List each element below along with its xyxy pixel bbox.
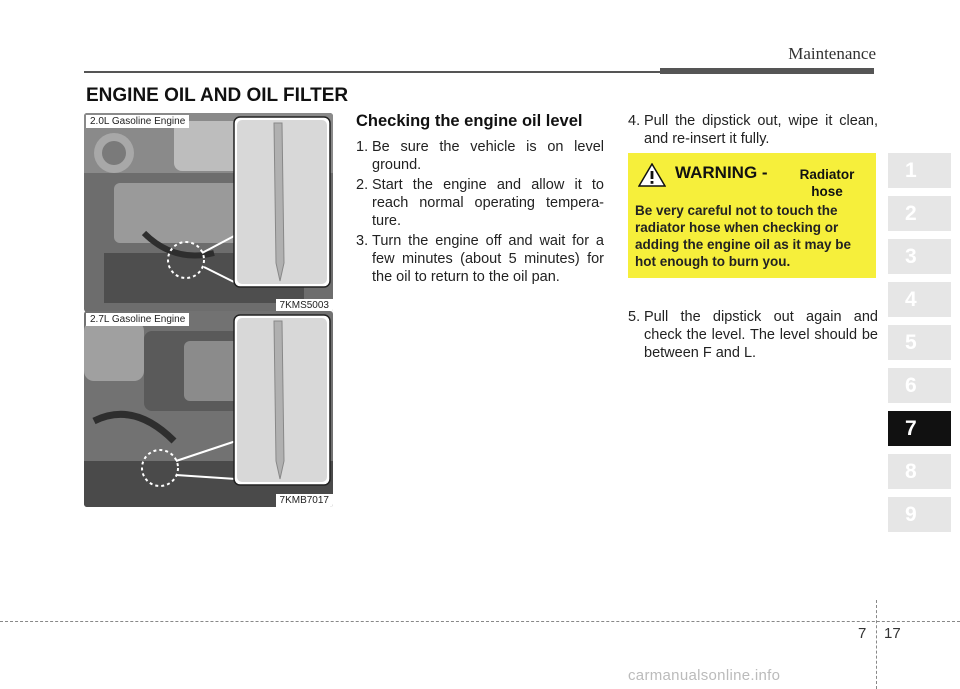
step-number: 5.: [628, 309, 641, 325]
step-text: Turn the engine off and wait for a few minutes (about 5 minutes) for the oil to return to the oil pan.: [372, 233, 604, 285]
watermark: carmanualsonline.info: [628, 667, 781, 684]
chapter-tabs: [888, 153, 951, 540]
figure-label: 2.7L Gasoline Engine: [86, 313, 189, 326]
warning-subject: Radiator hose: [799, 167, 855, 199]
warning-word: WARNING -: [675, 163, 768, 182]
chapter-tab-3[interactable]: 3: [888, 239, 951, 274]
chapter-tab-4[interactable]: 4: [888, 282, 951, 317]
chapter-tab-7[interactable]: 7: [888, 411, 951, 446]
engine-2-7l-illustration: [84, 311, 333, 507]
step-4: [628, 112, 878, 148]
step-text: Start the engine and allow it to reach normal operating tempera-ture.: [372, 177, 604, 229]
step-5: [628, 308, 878, 362]
chapter-tab-5[interactable]: 5: [888, 325, 951, 360]
warning-box: [628, 153, 876, 278]
header-title: Maintenance: [788, 44, 876, 63]
chapter-tab-2[interactable]: 2: [888, 196, 951, 231]
step-number: 1.: [356, 139, 369, 155]
warning-body: Be very careful not to touch the radiator hose when checking or adding the engine oil as it may be hot enough to burn you.: [635, 203, 852, 269]
engine-figure-2-0l: [84, 113, 333, 312]
footer-rule: [0, 621, 960, 622]
footer-chapter-number: 7: [858, 625, 867, 642]
chapter-tab-8[interactable]: 8: [888, 454, 951, 489]
warning-triangle-icon: [638, 163, 666, 187]
engine-2-0l-illustration: [84, 113, 333, 312]
figure-code: 7KMB7017: [276, 494, 333, 507]
step-1: [356, 138, 604, 174]
step-text: Pull the dipstick out, wipe it clean, and re-insert it fully.: [644, 113, 878, 147]
section-title: ENGINE OIL AND OIL FILTER: [86, 85, 349, 106]
checking-heading: Checking the engine oil level: [356, 112, 583, 130]
step-3: [356, 232, 604, 286]
step-2: [356, 176, 604, 230]
chapter-tab-9[interactable]: 9: [888, 497, 951, 532]
footer-page-number: 17: [884, 625, 901, 642]
figure-label: 2.0L Gasoline Engine: [86, 115, 189, 128]
step-number: 3.: [356, 233, 369, 249]
step-number: 2.: [356, 177, 369, 193]
engine-figure-2-7l: [84, 311, 333, 507]
footer-divider: [876, 600, 877, 689]
step-text: Be sure the vehicle is on level ground.: [372, 139, 604, 173]
chapter-tab-6[interactable]: 6: [888, 368, 951, 403]
figure-code: 7KMS5003: [276, 299, 333, 312]
step-text: Pull the dipstick out again and check the level. The level should be between F and L.: [644, 309, 878, 361]
header-rule-accent: [660, 68, 874, 74]
checking-oil-column: [356, 112, 604, 288]
chapter-tab-1[interactable]: 1: [888, 153, 951, 188]
step-number: 4.: [628, 113, 641, 129]
